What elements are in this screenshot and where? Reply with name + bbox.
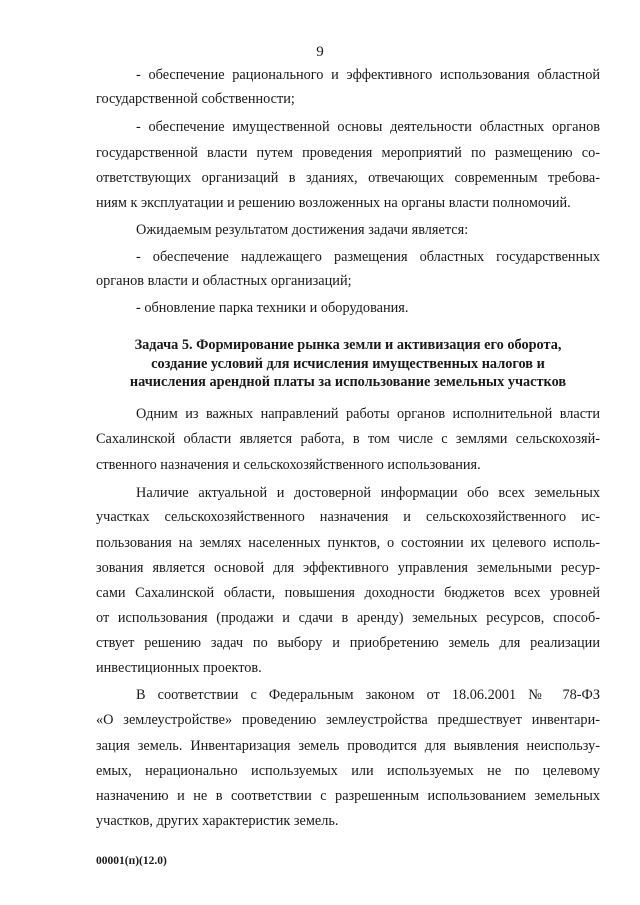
text-line: - обеспечение надлежащего размещения областных государственных xyxy=(136,249,600,265)
text-line: зования является основой для эффективного управления земельными ресур- xyxy=(96,560,600,576)
text-line: зация земель. Инвентаризация земель проводится для выявления неиспользу- xyxy=(96,738,600,754)
document-code: 00001(п)(12.0) xyxy=(96,855,167,867)
text-line: от использования (продажи и сдачи в аренду) земельных ресурсов, способ- xyxy=(96,610,600,626)
text-line: назначению и не в соответствии с разрешенным использованием земельных xyxy=(96,788,600,804)
text-line: государственной власти путем проведения мероприятий по размещению со- xyxy=(96,145,600,161)
page-number: 9 xyxy=(316,44,324,60)
text-line: Сахалинской области является работа, в том числе с землями сельскохозяй- xyxy=(96,431,600,447)
text-line: - обеспечение имущественной основы деятельности областных органов xyxy=(136,119,600,135)
text-line: ниям к эксплуатации и решению возложенных на органы власти полномочий. xyxy=(96,195,571,211)
text-line: сами Сахалинской области, повышения доходности бюджетов всех уровней xyxy=(96,585,600,601)
text-line: инвестиционных проектов. xyxy=(96,660,262,676)
text-line: ответствующих организаций в зданиях, отвечающих современным требова- xyxy=(96,170,600,186)
text-line: органов власти и областных организаций; xyxy=(96,273,352,289)
section-heading: начисления арендной платы за использование земельных участков xyxy=(129,374,567,390)
text-line: - обеспечение рационального и эффективного использования областной xyxy=(136,67,600,83)
section-heading: Задача 5. Формирование рынка земли и активизация его оборота, xyxy=(134,337,562,353)
text-line: ственного назначения и сельскохозяйственного использования. xyxy=(96,457,481,473)
text-line: ствует решению задач по выбору и приобретению земель для реализации xyxy=(96,635,600,651)
text-line: участках сельскохозяйственного назначения и сельскохозяйственного ис- xyxy=(96,509,600,525)
section-heading: создание условий для исчисления имущественных налогов и xyxy=(151,356,545,372)
text-line: государственной собственности; xyxy=(96,91,295,107)
text-line: емых, нерационально используемых или используемых не по целевому xyxy=(96,763,600,779)
text-line: участков, других характеристик земель. xyxy=(96,813,339,829)
text-line: пользования на землях населенных пунктов, о состоянии их целевого исполь- xyxy=(96,535,600,551)
text-line: Наличие актуальной и достоверной информации обо всех земельных xyxy=(136,485,600,501)
text-line: Одним из важных направлений работы органов исполнительной власти xyxy=(136,406,600,422)
text-line: В соответствии с Федеральным законом от 18.06.2001 № 78-ФЗ xyxy=(136,687,600,703)
text-line: Ожидаемым результатом достижения задачи является: xyxy=(136,222,469,238)
text-line: «О землеустройстве» проведению землеустройства предшествует инвентари- xyxy=(96,712,600,728)
text-line: - обновление парка техники и оборудования. xyxy=(136,300,409,316)
